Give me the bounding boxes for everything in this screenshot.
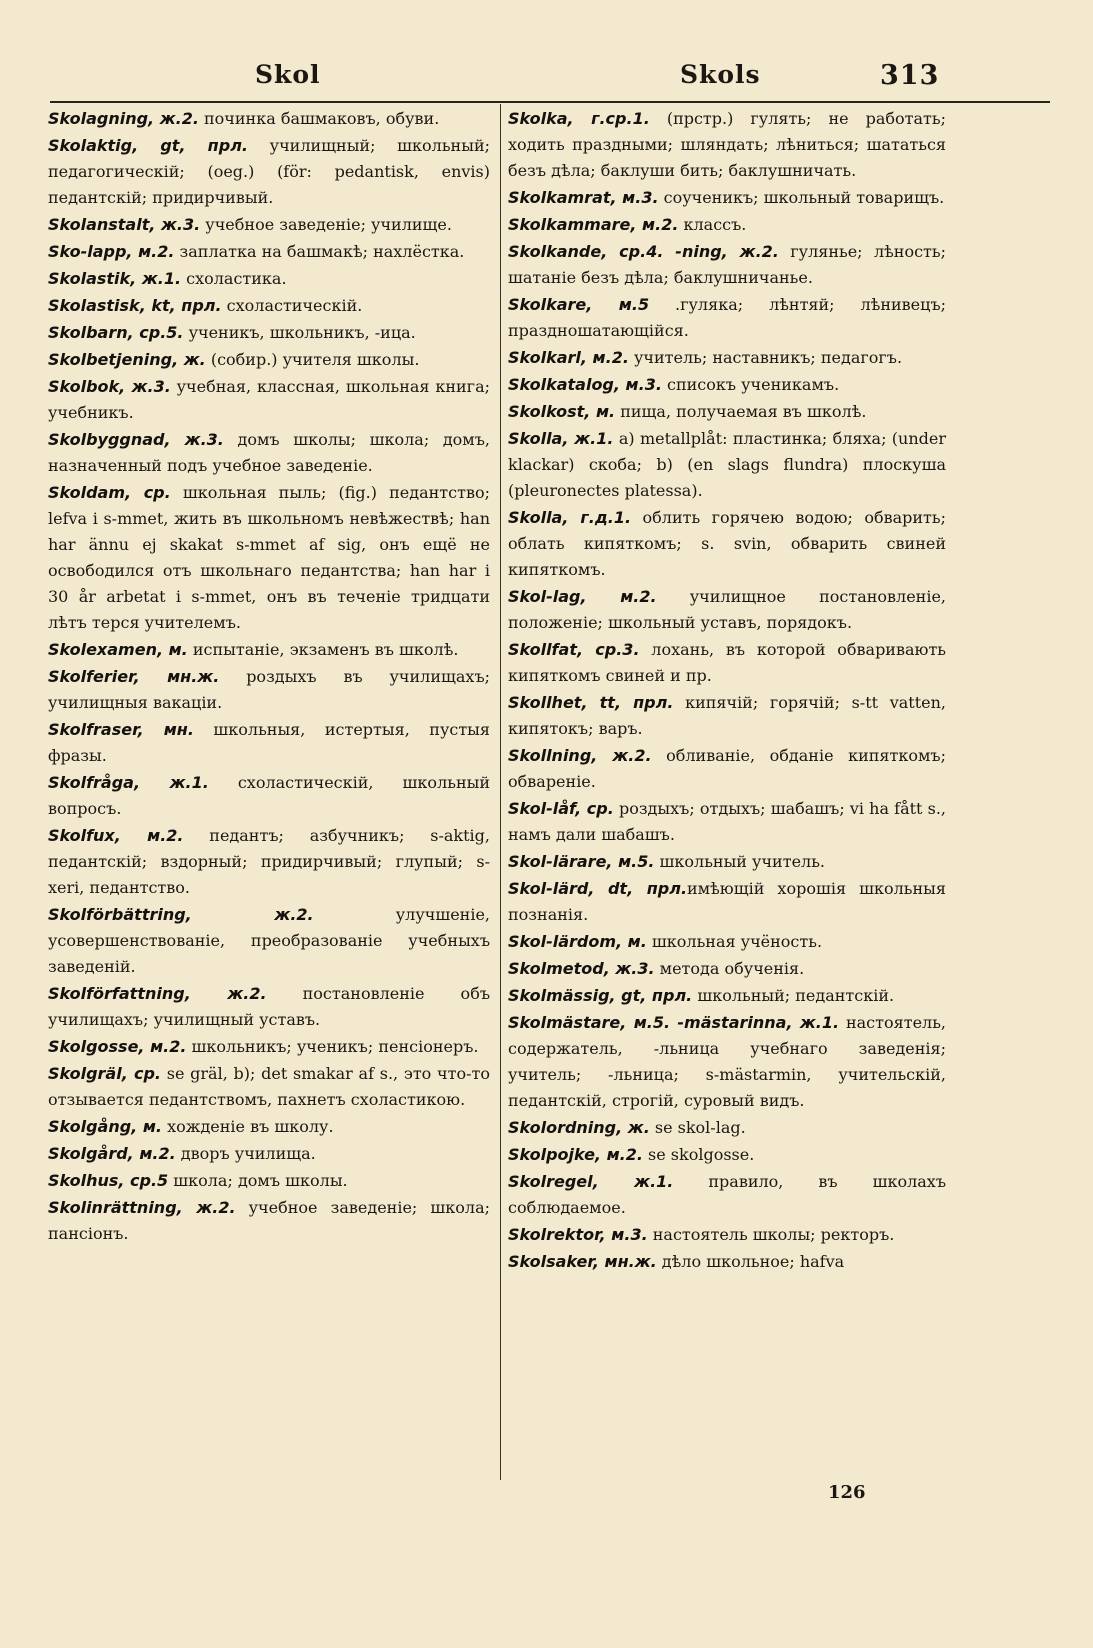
entry-headword: Skolagning, (48, 109, 155, 128)
entry-definition: классъ. (678, 215, 747, 234)
entry-definition: ученикъ, школьникъ, -ица. (183, 323, 416, 342)
dictionary-entry (508, 212, 946, 238)
entry-grammar: м.5. -mästarinna, ж.1. (626, 1013, 840, 1032)
entry-headword: Sko-lapp, (48, 242, 133, 261)
entry-grammar: м.5 (592, 295, 650, 314)
entry-definition: кипячій; горячій; s-tt vatten, кипятокъ; варъ. (508, 693, 946, 738)
dictionary-entry (48, 1114, 490, 1140)
entry-definition: соученикъ; школьный товарищъ. (658, 188, 945, 207)
dictionary-entry (508, 849, 946, 875)
entry-headword: Skolkarl, (508, 348, 587, 367)
entry-headword: Skolgård, (48, 1144, 134, 1163)
dictionary-entry (508, 743, 946, 795)
dictionary-entry (48, 293, 490, 319)
dictionary-entry (508, 1010, 946, 1114)
entry-grammar: м.2. (132, 242, 175, 261)
entry-definition: (прстр.) гулять; не работать; ходить праздными; шляндать; лѣниться; шататься безъ дѣла; баклуши бить; баклушничать. (508, 109, 946, 180)
right-column (508, 106, 946, 1276)
entry-definition: схоластическій, школьный вопросъ. (48, 773, 491, 818)
entry-grammar: ж.2. (597, 746, 652, 765)
dictionary-entry (508, 372, 946, 398)
entry-definition: роздыхъ; отдыхъ; шабашъ; vi ha fått s., намъ дали шабашъ. (508, 799, 947, 844)
entry-grammar: м. (163, 640, 188, 659)
entry-grammar: м.2. (120, 826, 184, 845)
dictionary-entry (48, 664, 490, 716)
entry-grammar: ср. (127, 1064, 162, 1083)
entry-definition: постановленіе объ училищахъ; училищный уставъ. (48, 984, 490, 1029)
entry-grammar: dt, прл. (594, 879, 688, 898)
dictionary-entry (48, 1168, 490, 1194)
entry-grammar: ж. (178, 350, 206, 369)
entry-headword: Skolfux, (48, 826, 121, 845)
entry-definition: училищное постановленіе, положеніе; школьный уставъ, порядокъ. (508, 587, 947, 632)
entry-definition: школьная учёность. (646, 932, 823, 951)
entry-definition: настоятель школы; ректоръ. (647, 1225, 895, 1244)
dictionary-entry (48, 823, 490, 901)
dictionary-entry (508, 637, 946, 689)
entry-definition: школьный учитель. (654, 852, 825, 871)
entry-definition: учебная, классная, школьная книга; учебникъ. (48, 377, 490, 422)
entry-definition: школьный; педантскій. (692, 986, 895, 1005)
entry-headword: Skoldam, (48, 483, 132, 502)
entry-headword: Skolbetjening, (48, 350, 179, 369)
entry-headword: Skolrektor, (508, 1225, 606, 1244)
entry-grammar: kt, прл. (145, 296, 222, 315)
entry-grammar: м.2. (601, 1145, 643, 1164)
dictionary-entry (508, 584, 946, 636)
entry-definition: se skol-lag. (649, 1118, 746, 1137)
entry-headword: Skolbarn, (48, 323, 134, 342)
entry-definition: педантъ; азбучникъ; s-aktig, педантскій; вздорный; придирчивый; глупый; s-xeri, педантство. (48, 826, 490, 897)
dictionary-entry (48, 133, 490, 211)
entry-headword: Skolförbättring, (48, 905, 192, 924)
entry-grammar: г.д.1. (568, 508, 632, 527)
entry-headword: Skolastisk, (48, 296, 146, 315)
entry-definition: школа; домъ школы. (168, 1171, 348, 1190)
entry-headword: Skolhus, (48, 1171, 125, 1190)
entry-headword: Skolmässig, (508, 986, 616, 1005)
entry-grammar: ср.3. (583, 640, 640, 659)
entry-headword: Skolka, (508, 109, 574, 128)
entry-headword: Skolinrättning, (48, 1198, 183, 1217)
dictionary-entry (508, 505, 946, 583)
entry-headword: Skolla, (508, 508, 569, 527)
entry-headword: Skolkost, (508, 402, 591, 421)
entry-grammar: ж.1. (140, 773, 209, 792)
entry-definition: дворъ училища. (175, 1144, 316, 1163)
entry-headword: Skol-lärdom, (508, 932, 623, 951)
entry-grammar: ср. (581, 799, 614, 818)
entry-headword: Skolbyggnad, (48, 430, 171, 449)
entry-headword: Skolkamrat, (508, 188, 617, 207)
entry-definition: улучшеніе, усовершенствованіе, преобразованіе учебныхъ заведеній. (48, 905, 490, 976)
entry-definition: училищный; школьный; педагогическій; (oeg.) (för: pedantisk, envis) педантскій; придирчивый. (48, 136, 490, 207)
dictionary-entry (48, 770, 490, 822)
entry-grammar: м.2. (144, 1037, 187, 1056)
entry-grammar: мн.ж. (139, 667, 220, 686)
entry-definition: учитель; наставникъ; педагогъ. (628, 348, 903, 367)
entry-definition: испытаніе, экзаменъ въ школѣ. (187, 640, 459, 659)
entry-grammar: ж.2. (191, 905, 314, 924)
entry-definition: школьная пыль; (fig.) педантство; lefva i s-mmet, жить въ школьномъ невѣжествѣ; han har ännu ej skakat s-mmet af sig, онъ ещё не освободился отъ школьнаго педантства; han har i 30 år arbetat i s-mmet, онъ въ теченіе тридцати лѣтъ терся учителемъ. (48, 483, 490, 632)
entry-headword: Skolaktig, (48, 136, 139, 155)
entry-grammar: ср. (131, 483, 171, 502)
entry-definition: гулянье; лѣность; шатаніе безъ дѣла; баклушничанье. (508, 242, 946, 287)
entry-definition: .гуляка; лѣнтяй; лѣнивецъ; праздношатающійся. (508, 295, 947, 340)
entry-headword: Skolexamen, (48, 640, 164, 659)
dictionary-entry (48, 427, 490, 479)
dictionary-entry (508, 426, 946, 504)
entry-definition: правило, въ школахъ соблюдаемое. (508, 1172, 947, 1217)
entry-grammar: м.2. (133, 1144, 176, 1163)
entry-grammar: ср.5 (124, 1171, 169, 1190)
entry-grammar: ж. (622, 1118, 650, 1137)
dictionary-entry (48, 1034, 490, 1060)
dictionary-entry (508, 983, 946, 1009)
entry-grammar: мн.ж. (598, 1252, 657, 1271)
entry-grammar: ср.4. -ning, ж.2. (607, 242, 779, 261)
running-head-left: Skol (255, 60, 321, 89)
entry-headword: Skolsaker, (508, 1252, 599, 1271)
entry-definition: se gräl, b); det smakar af s., это что-то отзывается педантствомъ, пахнетъ схоластикою. (48, 1064, 490, 1109)
entry-headword: Skol-lärd, (508, 879, 595, 898)
entry-headword: Skol-lag, (508, 587, 587, 606)
entry-grammar: gt, прл. (615, 986, 693, 1005)
dictionary-entry (48, 320, 490, 346)
page-number: 313 (880, 60, 940, 91)
entry-grammar: ж.2. (154, 109, 199, 128)
entry-grammar: м.2. (586, 348, 629, 367)
dictionary-entry (508, 345, 946, 371)
entry-headword: Skolfråga, (48, 773, 141, 792)
left-column (48, 106, 490, 1248)
dictionary-entry (48, 637, 490, 663)
entry-headword: Skol-lärare, (508, 852, 613, 871)
entry-headword: Skolanstalt, (48, 215, 156, 234)
entry-definition: заплатка на башмакѣ; нахлёстка. (174, 242, 465, 261)
entry-headword: Skolfraser, (48, 720, 144, 739)
dictionary-entry (508, 1115, 946, 1141)
dictionary-entry (48, 239, 490, 265)
header-rule (50, 101, 1050, 103)
entry-definition: метода обученія. (654, 959, 805, 978)
entry-definition: починка башмаковъ, обуви. (198, 109, 440, 128)
entry-definition: списокъ ученикамъ. (661, 375, 840, 394)
entry-headword: Skolregel, (508, 1172, 599, 1191)
entry-headword: Skolmästare, (508, 1013, 627, 1032)
dictionary-entry (48, 1061, 490, 1113)
dictionary-entry (48, 266, 490, 292)
entry-headword: Skolastik, (48, 269, 137, 288)
entry-grammar: ж.1. (568, 429, 614, 448)
entry-grammar: ж.3. (170, 430, 224, 449)
entry-headword: Skolferier, (48, 667, 140, 686)
entry-grammar: м.3. (605, 1225, 648, 1244)
dictionary-entry (508, 929, 946, 955)
dictionary-entry (508, 292, 946, 344)
dictionary-entry (48, 1141, 490, 1167)
entry-grammar: м.3. (616, 188, 659, 207)
dictionary-entry (508, 1169, 946, 1221)
entry-headword: Skolkammare, (508, 215, 637, 234)
entry-definition: роздыхъ въ училищахъ; училищныя вакаціи. (48, 667, 491, 712)
entry-headword: Skolbok, (48, 377, 126, 396)
entry-definition: a) metallplåt: пластинка; бляха; (under klackar) скоба; b) (en slags flundra) плоскуша (pleuronectes platessa). (508, 429, 947, 500)
entry-grammar: ж.3. (125, 377, 171, 396)
entry-headword: Skolordning, (508, 1118, 623, 1137)
entry-definition: пища, получаемая въ школѣ. (615, 402, 867, 421)
entry-headword: Skolkande, (508, 242, 608, 261)
dictionary-entry (508, 185, 946, 211)
entry-definition: домъ школы; школа; домъ, назначенный подъ учебное заведеніе. (48, 430, 491, 475)
running-head-right: Skols (680, 60, 761, 89)
dictionary-entry (508, 956, 946, 982)
dictionary-entry (508, 1249, 946, 1275)
entry-grammar: м.2. (636, 215, 679, 234)
entry-grammar: м.3. (619, 375, 662, 394)
dictionary-entry (48, 480, 490, 636)
dictionary-entry (48, 106, 490, 132)
entry-headword: Skolgräl, (48, 1064, 128, 1083)
entry-definition: обливаніе, обданіе кипяткомъ; обвареніе. (508, 746, 947, 791)
entry-definition: облить горячею водою; обварить; облать кипяткомъ; s. svin, обварить свиней кипяткомъ. (508, 508, 947, 579)
entry-definition: лохань, въ которой обваривають кипяткомъ свиней и пр. (508, 640, 947, 685)
entry-definition: хожденіе въ школу. (161, 1117, 334, 1136)
entry-headword: Skolförfattning, (48, 984, 191, 1003)
entry-headword: Skolkare, (508, 295, 593, 314)
dictionary-entry (508, 1142, 946, 1168)
dictionary-entry (48, 347, 490, 373)
entry-headword: Skol-låf, (508, 799, 582, 818)
entry-headword: Skolpojke, (508, 1145, 601, 1164)
entry-headword: Skollhet, (508, 693, 588, 712)
dictionary-entry (48, 212, 490, 238)
entry-definition: учебное заведеніе; школа; пансіонъ. (48, 1198, 490, 1243)
entry-grammar: м. (137, 1117, 162, 1136)
entry-headword: Skolla, (508, 429, 569, 448)
entry-grammar: м. (622, 932, 647, 951)
entry-grammar: ж.2. (190, 984, 267, 1003)
entry-headword: Skolkatalog, (508, 375, 620, 394)
column-divider (500, 104, 501, 1480)
dictionary-entry (508, 106, 946, 184)
entry-grammar: ж.3. (155, 215, 201, 234)
dictionary-entry (48, 981, 490, 1033)
entry-definition: настоятель, содержатель, -льница учебнаго заведенія; учитель; -льница; s-mästarmin, учительскій, педантскій, строгій, суровый видъ. (508, 1013, 946, 1110)
entry-definition: школьникъ; ученикъ; пенсіонеръ. (186, 1037, 479, 1056)
entry-grammar: мн. (143, 720, 194, 739)
entry-grammar: tt, прл. (587, 693, 674, 712)
dictionary-entry (48, 902, 490, 980)
entry-headword: Skolgång, (48, 1117, 138, 1136)
entry-definition: школьныя, истертыя, пустыя фразы. (48, 720, 491, 765)
entry-grammar: г.ср.1. (573, 109, 650, 128)
printer-signature: 126 (828, 1482, 866, 1503)
entry-grammar: ж.1. (136, 269, 182, 288)
entry-grammar: м.5. (612, 852, 655, 871)
dictionary-entry (508, 690, 946, 742)
entry-definition: имѣющій хорошія школьныя познанія. (508, 879, 946, 924)
dictionary-entry (508, 239, 946, 291)
entry-definition: se skolgosse. (642, 1145, 755, 1164)
entry-grammar: ж.1. (598, 1172, 674, 1191)
dictionary-entry (508, 876, 946, 928)
dictionary-entry (48, 717, 490, 769)
dictionary-entry (48, 374, 490, 426)
entry-grammar: м. (590, 402, 616, 421)
entry-definition: учебное заведеніе; училище. (200, 215, 452, 234)
entry-definition: схоластика. (181, 269, 287, 288)
entry-grammar: gt, прл. (138, 136, 248, 155)
dictionary-entry (508, 399, 946, 425)
entry-grammar: ср.5. (133, 323, 184, 342)
entry-definition: схоластическій. (221, 296, 363, 315)
entry-definition: дѣло школьное; hafva (656, 1252, 845, 1271)
dictionary-entry (508, 796, 946, 848)
entry-grammar: ж.3. (609, 959, 655, 978)
dictionary-entry (508, 1222, 946, 1248)
entry-headword: Skollfat, (508, 640, 584, 659)
dictionary-entry (48, 1195, 490, 1247)
entry-headword: Skollning, (508, 746, 598, 765)
entry-definition: (собир.) учителя школы. (205, 350, 420, 369)
entry-grammar: ж.2. (182, 1198, 236, 1217)
entry-headword: Skolmetod, (508, 959, 610, 978)
entry-grammar: м.2. (586, 587, 657, 606)
entry-headword: Skolgosse, (48, 1037, 145, 1056)
